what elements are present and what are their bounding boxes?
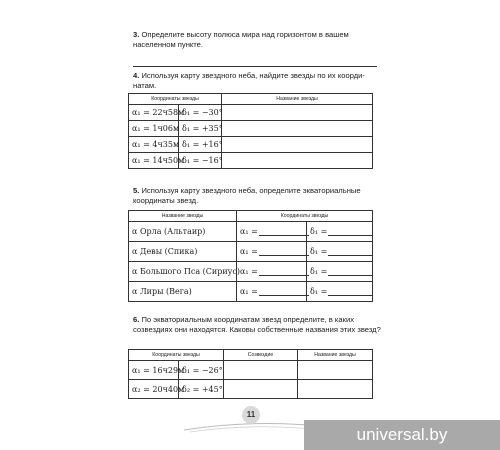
column-header: Координаты звезды: [237, 211, 373, 222]
answer-cell[interactable]: [222, 137, 373, 153]
alpha-cell: α₂ = 20ч40м: [129, 380, 179, 399]
alpha-cell[interactable]: [237, 242, 307, 262]
blank-line: [328, 267, 373, 276]
blank-line: [259, 227, 309, 236]
star-name-cell: α Лиры (Вега): [129, 282, 237, 302]
column-header: Созвездие: [224, 350, 298, 361]
column-header: Координаты звезды: [129, 94, 222, 105]
delta-label: δ₁ =: [310, 287, 328, 296]
table-row: [129, 153, 373, 169]
delta-cell: δ₁ = +16°: [179, 137, 222, 153]
alpha-cell: α₁ = 16ч29м: [129, 361, 179, 380]
constellation-cell[interactable]: [224, 361, 298, 380]
table-row: [129, 262, 373, 282]
table-row: [129, 282, 373, 302]
question-4-text: Используя карту звездного неба, найдите звезды по их коорди-натам.: [133, 71, 365, 90]
table-q5: [128, 210, 373, 302]
blank-line: [259, 267, 309, 276]
delta-cell[interactable]: [307, 282, 373, 302]
star-name-cell[interactable]: [298, 380, 373, 399]
delta-cell[interactable]: [307, 242, 373, 262]
alpha-label: α₁ =: [240, 287, 258, 296]
question-3-text: Определите высоту полюса мира над горизонтом в вашем населенном пункте.: [133, 30, 349, 49]
question-6-number: 6.: [133, 315, 140, 324]
star-name-cell: α Орла (Альтаир): [129, 222, 237, 242]
alpha-label: α₁ =: [240, 267, 258, 276]
question-6: [133, 315, 383, 335]
blank-line: [328, 227, 373, 236]
alpha-cell[interactable]: [237, 222, 307, 242]
table-row: [129, 105, 373, 121]
column-header: Название звезды: [222, 94, 373, 105]
blank-line: [259, 287, 309, 296]
question-5-number: 5.: [133, 186, 140, 195]
delta-cell[interactable]: [307, 262, 373, 282]
delta-label: δ₁ =: [310, 267, 328, 276]
alpha-label: α₁ =: [240, 247, 258, 256]
delta-label: δ₁ =: [310, 247, 328, 256]
table-row: [129, 222, 373, 242]
star-name-cell: α Девы (Спика): [129, 242, 237, 262]
answer-cell[interactable]: [222, 153, 373, 169]
table-row: [129, 242, 373, 262]
question-3-number: 3.: [133, 30, 140, 39]
answer-line: [133, 66, 377, 67]
table-q4: [128, 93, 373, 169]
table-q6: [128, 349, 373, 399]
question-6-text: По экваториальным координатам звезд определите, в каких созвездиях они находятся. Каковы собственные названия этих звезд?: [133, 315, 381, 334]
alpha-cell[interactable]: [237, 282, 307, 302]
column-header: Название звезды: [298, 350, 373, 361]
question-5: [133, 186, 383, 206]
table-row: [129, 137, 373, 153]
alpha-cell: α₁ = 22ч58м: [129, 105, 179, 121]
alpha-cell[interactable]: [237, 262, 307, 282]
blank-line: [328, 247, 373, 256]
question-4-number: 4.: [133, 71, 140, 80]
page-number: 11: [242, 406, 260, 424]
column-header: Координаты звезды: [129, 350, 224, 361]
star-name-cell[interactable]: [298, 361, 373, 380]
delta-cell: δ₁ = −26°: [179, 361, 224, 380]
alpha-label: α₁ =: [240, 227, 258, 236]
table-row: [129, 380, 373, 399]
answer-cell[interactable]: [222, 105, 373, 121]
blank-line: [259, 247, 309, 256]
table-row: [129, 121, 373, 137]
column-header: Название звезды: [129, 211, 237, 222]
table-row: [129, 361, 373, 380]
delta-cell: δ₁ = −30°: [179, 105, 222, 121]
constellation-cell[interactable]: [224, 380, 298, 399]
alpha-cell: α₁ = 14ч50м: [129, 153, 179, 169]
question-5-text: Используя карту звездного неба, определите экваториальные координаты звезд.: [133, 186, 361, 205]
delta-cell: δ₁ = −16°: [179, 153, 222, 169]
delta-label: δ₁ =: [310, 227, 328, 236]
delta-cell[interactable]: [307, 222, 373, 242]
question-3: [133, 30, 383, 50]
answer-cell[interactable]: [222, 121, 373, 137]
alpha-cell: α₁ = 1ч06м: [129, 121, 179, 137]
question-4: [133, 71, 383, 91]
alpha-cell: α₁ = 4ч35м: [129, 137, 179, 153]
blank-line: [328, 287, 373, 296]
star-name-cell: α Большого Пса (Сириус): [129, 262, 237, 282]
delta-cell: δ₂ = +45°: [179, 380, 224, 399]
watermark: universal.by: [304, 420, 500, 450]
delta-cell: δ₁ = +35°: [179, 121, 222, 137]
